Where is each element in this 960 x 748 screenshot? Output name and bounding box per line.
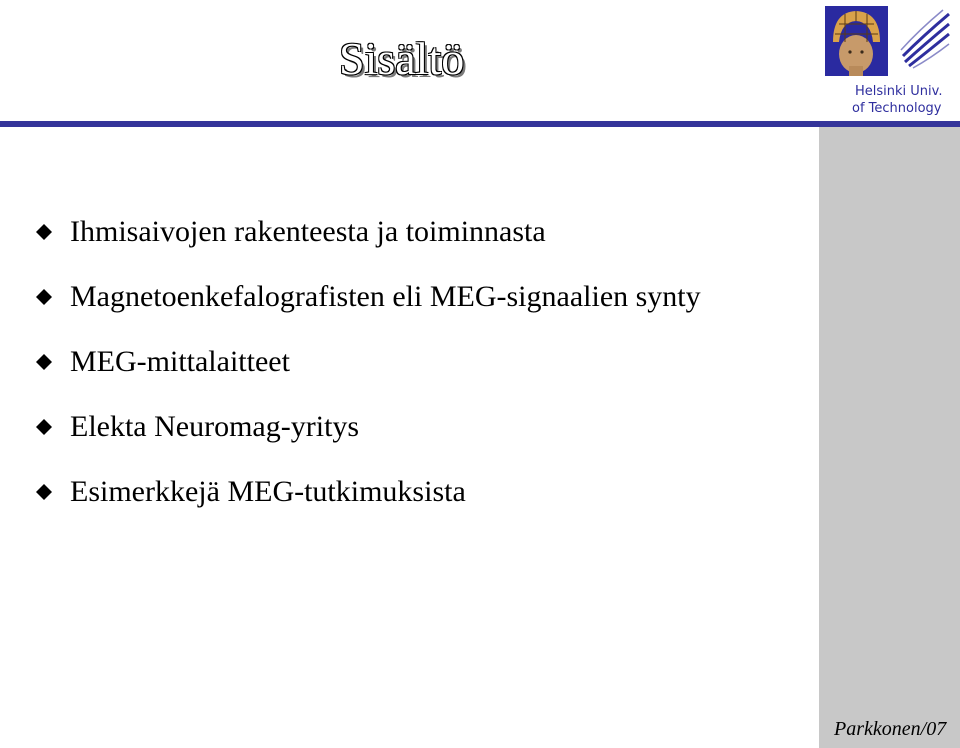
slide-footer: Parkkonen/07 [834, 718, 947, 740]
bullet-text: Ihmisaivojen rakenteesta ja toiminnasta [70, 215, 546, 248]
diamond-bullet-icon [36, 419, 52, 435]
bullet-text: Magnetoenkefalografisten eli MEG-signaalien synty [70, 280, 701, 313]
header-rule [0, 121, 960, 127]
list-item [36, 474, 701, 539]
diamond-bullet-icon [36, 289, 52, 305]
university-name-line1: Helsinki Univ. [855, 84, 943, 99]
list-item [36, 344, 701, 409]
university-name [852, 83, 942, 117]
slide-title: Sisältö [339, 33, 465, 84]
list-item [36, 214, 701, 279]
list-item [36, 279, 701, 344]
side-panel [819, 126, 960, 748]
diamond-bullet-icon [36, 484, 52, 500]
bullet-text: Esimerkkejä MEG-tutkimuksista [70, 475, 466, 508]
diamond-bullet-icon [36, 224, 52, 240]
list-item [36, 409, 701, 474]
hut-wing-logo-icon [893, 6, 955, 76]
bullet-text: MEG-mittalaitteet [70, 345, 290, 378]
bullet-list [36, 214, 701, 539]
meg-helmet-head-icon [825, 6, 888, 76]
bullet-text: Elekta Neuromag-yritys [70, 410, 360, 443]
diamond-bullet-icon [36, 354, 52, 370]
university-name-line2: of Technology [852, 101, 942, 116]
